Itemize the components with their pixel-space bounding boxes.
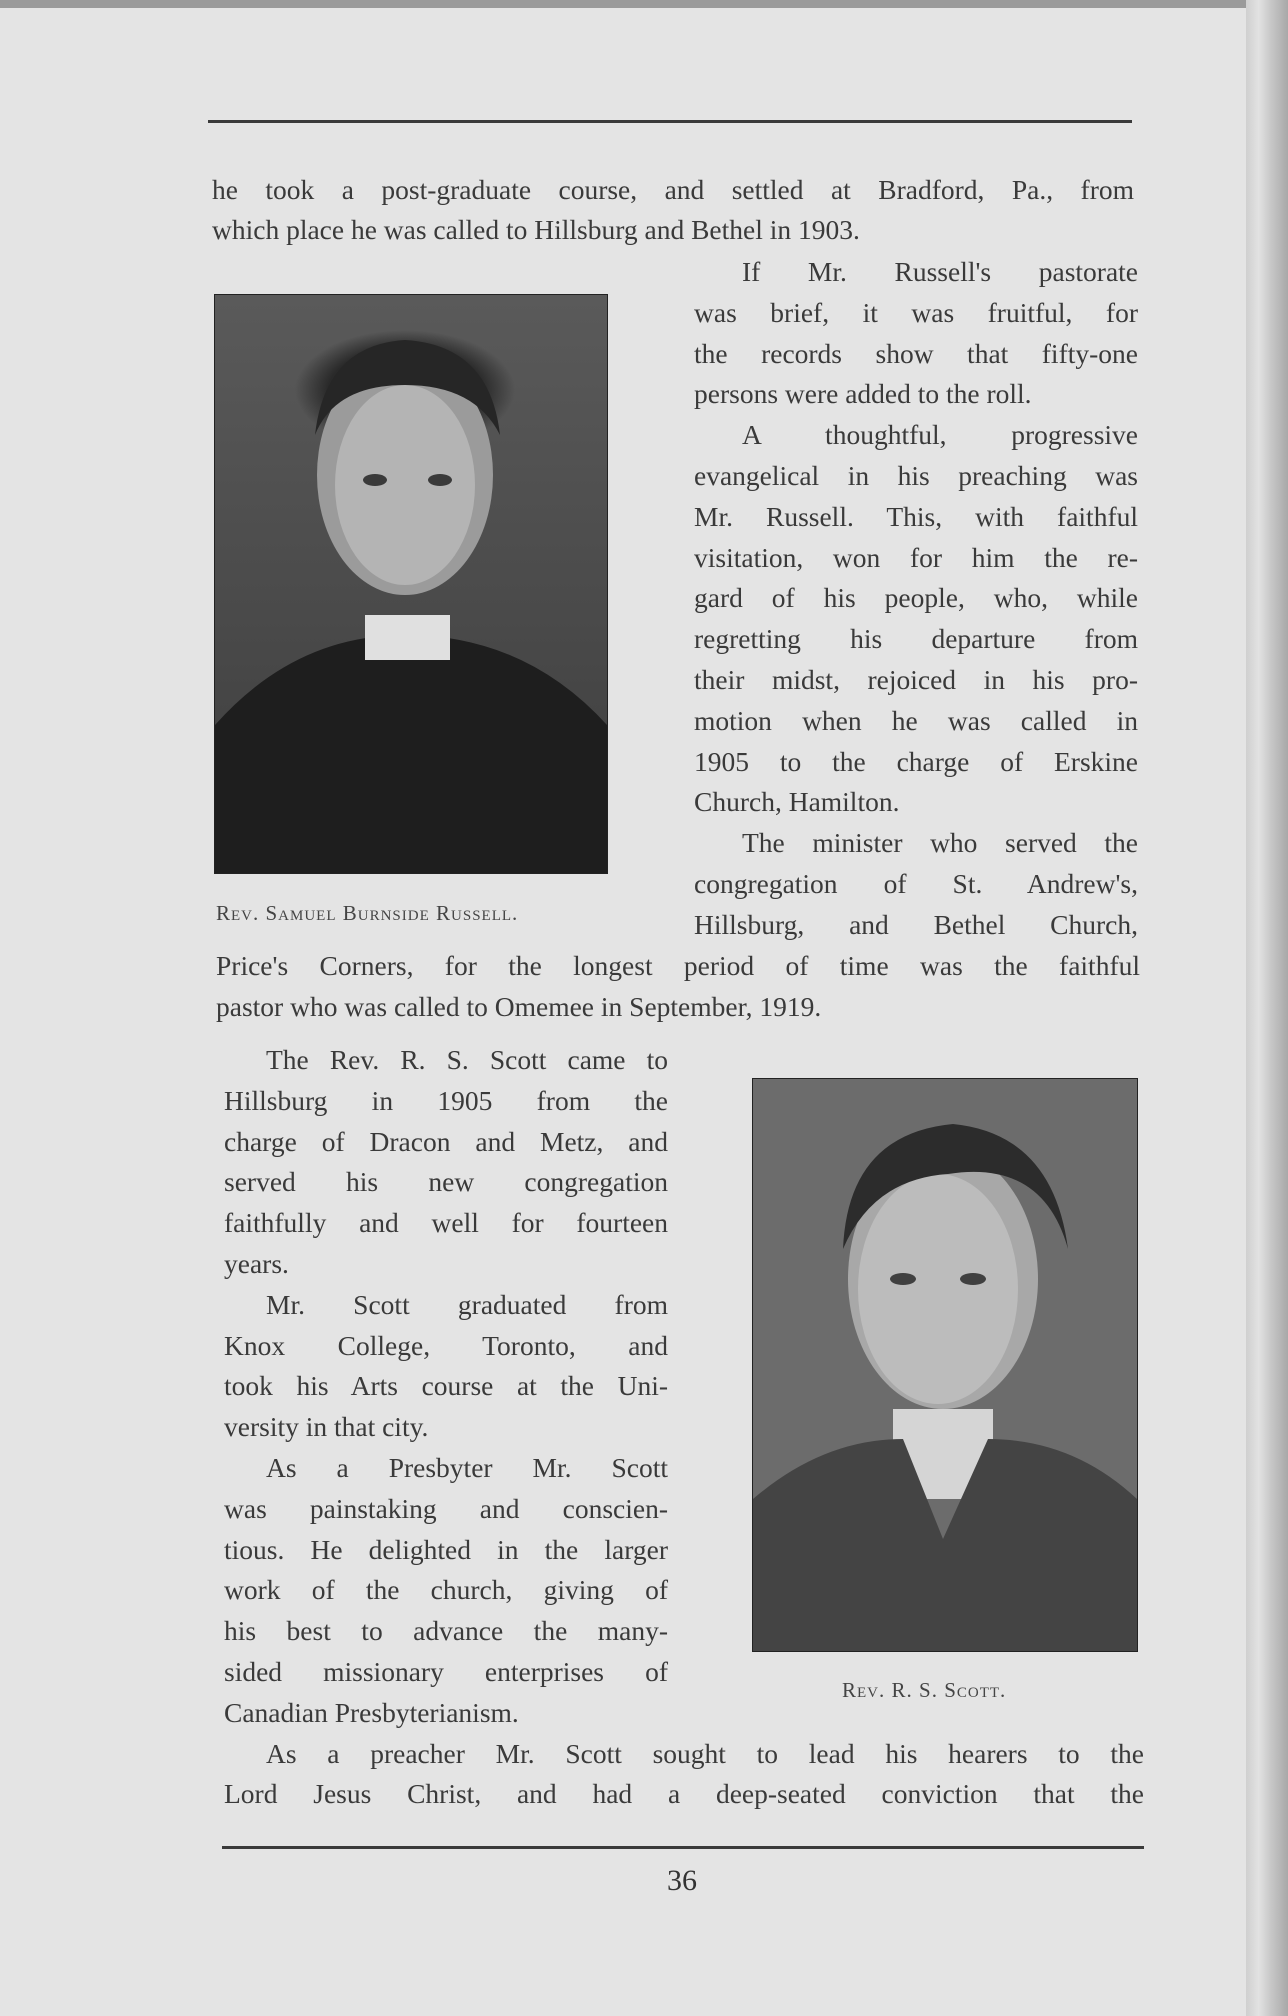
text-line: years. [224,1248,289,1279]
scott-caption: Rev. R. S. Scott. [842,1678,1007,1702]
text-line: congregation of St. Andrew's, [694,868,1138,899]
book-page [0,8,1252,2016]
text-line: pastor who was called to Omemee in September, 1919. [216,991,822,1022]
text-line: The minister who served the [742,827,1138,859]
text-line: Lord Jesus Christ, and had a deep-seated conviction that the [224,1778,1144,1809]
text-line: The Rev. R. S. Scott came to [266,1044,668,1075]
text-line: If Mr. Russell's pastorate [742,256,1138,287]
text-line: Canadian Presbyterianism. [224,1696,519,1728]
page-number: 36 [667,1864,697,1897]
text-line: Church, Hamilton. [694,786,900,818]
text-line: work of the church, giving of [224,1574,668,1606]
text-line: Mr. Scott graduated from [266,1288,668,1320]
russell-portrait [214,294,608,874]
text-line: was brief, it was fruitful, for [694,296,1138,328]
page-edge [1246,0,1288,2016]
text-line: regretting his departure from [694,623,1138,655]
bottom-rule [222,1846,1144,1849]
text-line: motion when he was called in [694,704,1138,736]
text-line: faithfully and well for fourteen [224,1207,668,1239]
text-line: versity in that city. [224,1411,429,1443]
text-line: was painstaking and conscien- [224,1492,668,1524]
scott-portrait [752,1078,1138,1652]
text-line: served his new congregation [224,1166,668,1198]
text-line: persons were added to the roll. [694,378,1032,410]
text-line: 1905 to the charge of Erskine [694,745,1138,777]
text-line: tious. He delighted in the larger [224,1533,668,1565]
text-line: As a Presbyter Mr. Scott [266,1452,668,1483]
text-line: gard of his people, who, while [694,582,1138,614]
text-line: Price's Corners, for the longest period of time was the faithful [216,950,1140,981]
text-line: Knox College, Toronto, and [224,1329,668,1361]
text-line: Hillsburg in 1905 from the [224,1084,668,1116]
text-line: visitation, won for him the re- [694,541,1138,573]
text-line: evangelical in his preaching was [694,460,1138,491]
text-line: the records show that fifty-one [694,337,1138,369]
text-line: Hillsburg, and Bethel Church, [694,908,1138,940]
text-line: Mr. Russell. This, with faithful [694,500,1138,532]
text-line: sided missionary enterprises of [224,1656,668,1687]
top-rule [208,120,1132,123]
text-line: charge of Dracon and Metz, and [224,1125,668,1157]
text-line: which place he was called to Hillsburg and Bethel in 1903. [212,214,860,245]
text-line: his best to advance the many- [224,1615,668,1647]
text-line: A thoughtful, progressive [742,419,1138,451]
text-line: he took a post-graduate course, and settled at Bradford, Pa., from [212,174,1134,205]
text-line: their midst, rejoiced in his pro- [694,664,1138,695]
text-line: As a preacher Mr. Scott sought to lead his hearers to the [266,1738,1144,1769]
text-line: took his Arts course at the Uni- [224,1370,668,1402]
russell-caption: Rev. Samuel Burnside Russell. [216,901,519,925]
